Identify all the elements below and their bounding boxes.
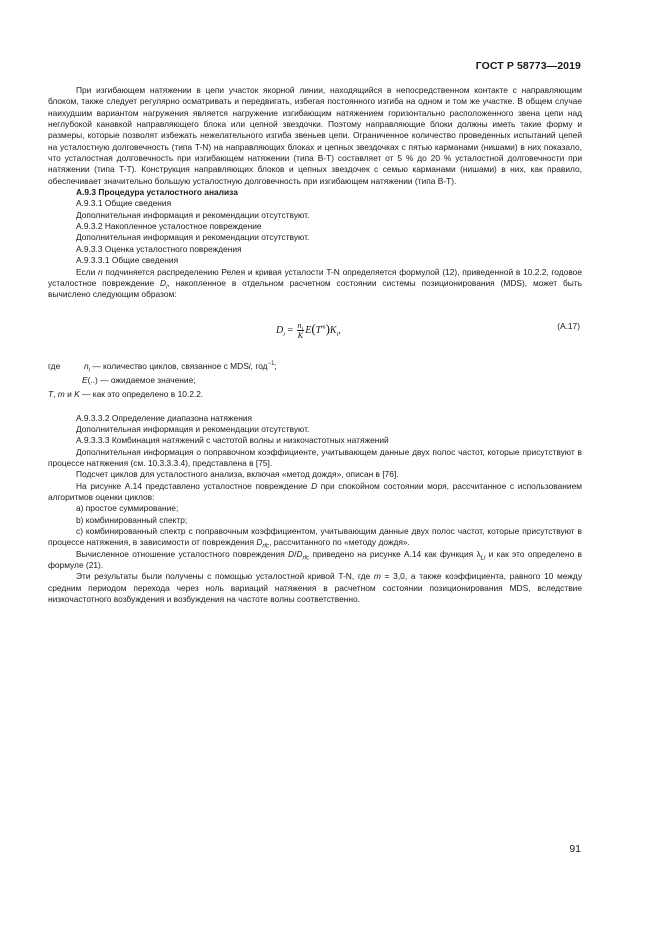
formula-fraction: $\frac{n_i}{K}$ (297, 320, 304, 340)
rayleigh-paragraph: Если n подчиняется распределению Релея и кривая усталости T-N определяется формулой (12), приведенной в 10.2.2, годовое усталостное повреждение $D_i$, накопленное в отдельном расчетном состоянии системы позиционирования (MDS), может быть вычислено следующим образом: (48, 266, 582, 300)
subsection-title: А.9.3.3.2 Определение диапазона натяжения (76, 412, 253, 423)
results-paragraph: Эти результаты были получены с помощью усталостной кривой T-N, где m = 3,0, а также коэффициента, равного 10 между средним периодом перехода через ноль вариаций натяжения в расчетном состоянии позиционирования MDS, вследствие низкочастотного возбуждения и возбуждения на частоте волны соответственно. (48, 571, 583, 605)
figure-paragraph: На рисунке А.14 представлено усталостное повреждение D при спокойном состоянии моря, рассчитанное с использованием алгоритмов оценки циклов: (48, 480, 582, 502)
list-item: a) простое суммирование; (76, 503, 179, 514)
legend-row: E(..) — ожидаемое значение; (82, 374, 196, 385)
damage-formula: $D_i$ = $\frac{n_i}{K}$ $E(T^m)K_i$, (276, 320, 341, 340)
legend-row: где $n_i$ — количество циклов, связанное с MDSi, год$^{-1}$; (48, 360, 277, 374)
formula-legend (48, 361, 582, 401)
page-number: 91 (569, 843, 581, 855)
body-line: Дополнительная информация и рекомендации отсутствуют. (76, 423, 310, 434)
subsection-title: А.9.3.3 Оценка усталостного повреждения (76, 243, 242, 254)
subsection-title: А.9.3.2 Накопленное усталостное повреждение (76, 221, 262, 232)
subsection-title: А.9.3.1 Общие сведения (76, 198, 172, 209)
body-line: Дополнительная информация и рекомендации отсутствуют. (76, 209, 310, 220)
rainflow-paragraph: Подсчет циклов для усталостного анализа, включая «метод дождя», описан в [76]. (76, 469, 399, 480)
subsection-title: А.9.3.3.3 Комбинация натяжений с частотой волны и низкочастотных натяжений (76, 435, 389, 446)
subsection-title: А.9.3.3.1 Общие сведения (76, 255, 179, 266)
legend-row: T, m и K — как это определено в 10.2.2. (48, 389, 204, 400)
intro-paragraph: При изгибающем натяжении в цепи участок якорной линии, находящийся в непосредственном контакте с направляющим блоком, также следует регулярно осматривать и передвигать, избегая постоянного изгиба на одном и том же участке. В общем случае наихудшим вариантом нагружения является нагружение изгибающим натяжением горизонтально расположенного звена цепи над неглубокой канавкой направляющего блока или цепной звездочки. Поэтому направляющие блоки должны иметь такие форму и размеры, которые позволят избежать нежелательного изгиба звеньев цепи. Ограниченное количество проведенных испытаний цепей на усталостную долговечность (типа T-N) на направляющих блоках и цепных звездочках с пятью карманами (нишами) в них показало, что усталостная долговечность при изгибающем натяжении (типа B-T) составляет от 5 % до 20 % усталостной долговечности при натяжении (типа T-T). Конструкция направляющих блоков и цепных звездочек с семью карманами (нишами) в них, как правило, обеспечивает значительно большую усталостную долговечность при изгибающем натяжении (типа B-T). (48, 85, 582, 186)
list-item: c) комбинированный спектр с поправочным коэффициентом, учитывающим данные двух полос частот, которые присутствуют в процессе натяжения, в зависимости от повреждения $D_{rfc}$, рассчитанного по «методу дождя». (48, 526, 582, 551)
body-line: Дополнительная информация и рекомендации отсутствуют. (76, 232, 310, 243)
list-item: b) комбинированный спектр; (76, 514, 188, 525)
document-code: ГОСТ Р 58773—2019 (475, 60, 581, 72)
formula-block (48, 315, 582, 351)
ratio-paragraph: Вычисленное отношение усталостного повреждения $D/D_{rfc}$ приведено на рисунке А.14 как функция $\lambda_{Li}$ и как это определено в формуле (21). (48, 548, 582, 571)
page-content (48, 85, 582, 605)
formula-number: (А.17) (557, 320, 580, 331)
section-heading: А.9.3 Процедура усталостного анализа (76, 187, 238, 198)
info-paragraph: Дополнительная информация о поправочном коэффициенте, учитывающем данные двух полос частот, которые присутствуют в процессе натяжения (см. 10.3.3.3.4), представлена в [75]. (48, 446, 582, 468)
